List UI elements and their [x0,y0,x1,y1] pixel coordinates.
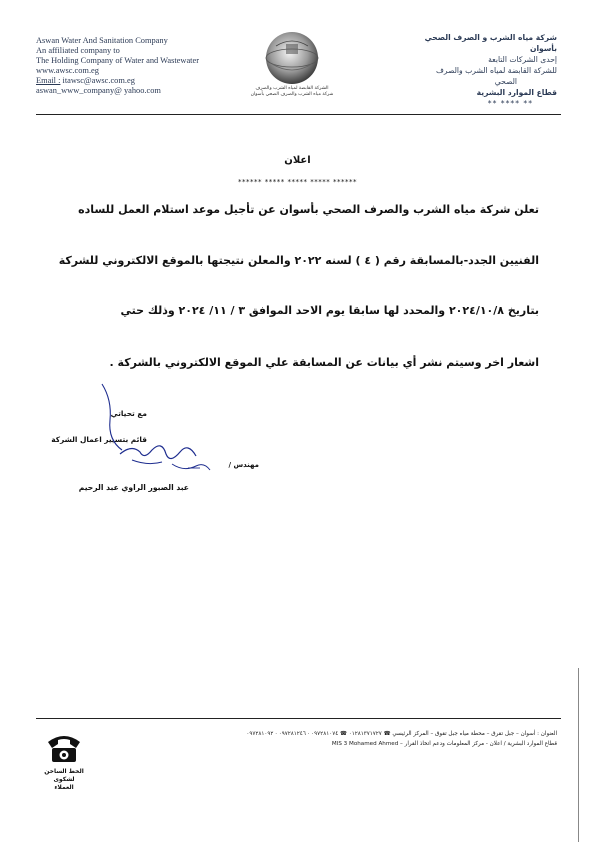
affiliation-en: An affiliated company to [36,46,120,55]
hotline-label [44,768,84,792]
sector-ar: قطاع الموارد البشرية [476,88,557,97]
hotline-label-1: الخط الساخن [44,768,84,775]
body-line-4: اشعار اخر وسيتم نشر أي بيانات عن المسابقة علي الموقع الالكتروني بالشركة . [109,356,539,369]
hotline-phone-icon [44,728,84,764]
header-divider [36,114,561,115]
email-line [36,76,236,86]
body-line-2: الفنيين الجدد-بالمسابقة رقم ( ٤ ) لسنه ٢٠٢٢ والمعلن نتيجتها بالموقع الالكتروني للشركة [58,254,539,267]
body-line-3: بتاريخ ٢٠٢٤/١٠/٨ والمحدد لها سابقا يوم الاحد الموافق ٣ / ١١/ ٢٠٢٤ وذلك حتي [120,304,539,317]
company-name-ar: شركة مياه الشرب و الصرف الصحي بأسوان [424,33,557,53]
email-label: Email : [36,76,61,85]
sector-stars: ** **** ** [487,99,533,108]
signature-greeting: مع تحياتي [110,409,147,418]
signature-name: عبد الصبور الراوي عبد الرحيم [78,483,189,492]
header-english-block [36,36,236,96]
handwritten-signature [92,380,252,490]
footer-reference: قطاع الموارد البشرية / اعلان - مركز المعلومات ودعم اتخاذ القرار – MIS 3 Mohamed Ahmed [331,741,557,747]
holding-company-en: The Holding Company of Water and Wastewater [36,56,200,65]
logo-text-holding: الشركة القابضة لمياه الشرب والصرف [255,86,329,91]
signature-title: مهندس / [228,461,259,469]
body-line-1: تعلن شركة مياه الشرب والصرف الصحي بأسوان عن تأجيل موعد استلام العمل للساده [78,203,539,216]
email-link[interactable]: itawsc@awsc.com.eg [62,76,135,85]
affiliated-ar: إحدى الشركات التابعة [488,55,557,64]
footer-address: العنوان : أسوان – جبل تقرق – محطة مياه جبل تقوق – المركز الرئيسي ☎ ٠١٢٨١٣٧١٧٢٧ ☎ ٠٩٧٢٨١٠٧٤ · ٠٩٧٢٨١٢٤٦ · ٠٩٧٢٨١٠٩٢ [246,731,557,737]
company-logo [232,24,352,108]
sanitation-ar: الصحي [494,77,517,86]
logo-text-company: شركة مياه الشرب والصرف الصحي بأسوان [250,92,334,97]
holding-ar: للشركة القابضة لمياه الشرب والصرف [435,66,557,75]
signature-position: قائم بتسيير اعمال الشركة [51,435,147,444]
header-arabic-block [397,32,557,109]
announcement-stars: ****** ***** ***** ***** ****** [238,178,357,186]
hotline-label-2: لشكوى العملاء [53,776,75,791]
footer-divider [36,718,561,719]
company-name-en: Aswan Water And Sanitation Company [36,36,168,45]
website-link[interactable]: www.awsc.com.eg [36,66,99,75]
yahoo-email[interactable]: aswan_www_company@ yahoo.com [36,86,161,95]
announcement-title: اعلان [284,155,311,166]
page-edge-line [578,668,579,842]
